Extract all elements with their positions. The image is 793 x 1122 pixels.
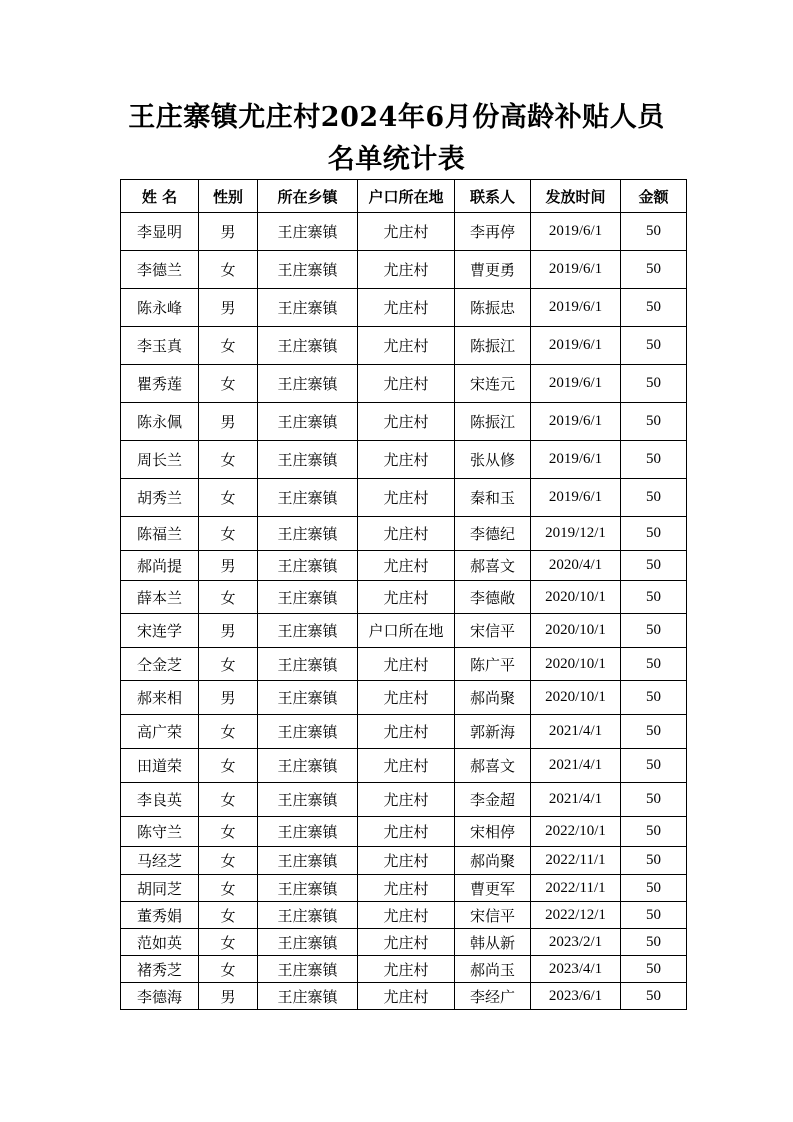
cell-town: 王庄寨镇 bbox=[258, 648, 358, 681]
cell-name: 瞿秀莲 bbox=[121, 365, 199, 403]
cell-contact: 陈振江 bbox=[455, 327, 531, 365]
cell-amount: 50 bbox=[621, 875, 687, 902]
cell-hukou: 尤庄村 bbox=[358, 213, 455, 251]
header-contact: 联系人 bbox=[455, 180, 531, 213]
cell-town: 王庄寨镇 bbox=[258, 441, 358, 479]
cell-amount: 50 bbox=[621, 749, 687, 783]
cell-date: 2020/4/1 bbox=[531, 551, 621, 581]
cell-hukou: 尤庄村 bbox=[358, 902, 455, 929]
cell-contact: 曹更勇 bbox=[455, 251, 531, 289]
cell-town: 王庄寨镇 bbox=[258, 403, 358, 441]
cell-date: 2019/6/1 bbox=[531, 327, 621, 365]
cell-hukou: 尤庄村 bbox=[358, 403, 455, 441]
cell-hukou: 尤庄村 bbox=[358, 875, 455, 902]
cell-hukou: 尤庄村 bbox=[358, 289, 455, 327]
cell-town: 王庄寨镇 bbox=[258, 902, 358, 929]
cell-contact: 宋相停 bbox=[455, 817, 531, 847]
header-town: 所在乡镇 bbox=[258, 180, 358, 213]
cell-name: 陈永峰 bbox=[121, 289, 199, 327]
cell-date: 2019/6/1 bbox=[531, 441, 621, 479]
cell-gender: 女 bbox=[199, 327, 258, 365]
cell-hukou: 尤庄村 bbox=[358, 517, 455, 551]
cell-town: 王庄寨镇 bbox=[258, 817, 358, 847]
cell-name: 仝金芝 bbox=[121, 648, 199, 681]
cell-name: 高广荣 bbox=[121, 715, 199, 749]
cell-name: 胡同芝 bbox=[121, 875, 199, 902]
cell-town: 王庄寨镇 bbox=[258, 551, 358, 581]
cell-gender: 男 bbox=[199, 289, 258, 327]
cell-name: 郝尚提 bbox=[121, 551, 199, 581]
cell-name: 李德兰 bbox=[121, 251, 199, 289]
cell-contact: 陈振江 bbox=[455, 403, 531, 441]
cell-date: 2019/6/1 bbox=[531, 403, 621, 441]
cell-name: 薛本兰 bbox=[121, 581, 199, 614]
cell-gender: 女 bbox=[199, 902, 258, 929]
cell-date: 2022/11/1 bbox=[531, 875, 621, 902]
cell-amount: 50 bbox=[621, 614, 687, 648]
cell-date: 2020/10/1 bbox=[531, 681, 621, 715]
table-row bbox=[121, 902, 687, 929]
cell-gender: 女 bbox=[199, 783, 258, 817]
cell-date: 2019/6/1 bbox=[531, 213, 621, 251]
cell-contact: 郝尚玉 bbox=[455, 956, 531, 983]
cell-hukou: 尤庄村 bbox=[358, 648, 455, 681]
cell-date: 2021/4/1 bbox=[531, 749, 621, 783]
table-row bbox=[121, 715, 687, 749]
page-subtitle: 名单统计表 bbox=[327, 144, 466, 175]
cell-date: 2020/10/1 bbox=[531, 581, 621, 614]
cell-hukou: 尤庄村 bbox=[358, 929, 455, 956]
cell-name: 田道荣 bbox=[121, 749, 199, 783]
cell-hukou: 尤庄村 bbox=[358, 817, 455, 847]
cell-hukou: 户口所在地 bbox=[358, 614, 455, 648]
cell-gender: 女 bbox=[199, 847, 258, 875]
table-row bbox=[121, 614, 687, 648]
table-row bbox=[121, 956, 687, 983]
cell-name: 郝来相 bbox=[121, 681, 199, 715]
cell-name: 范如英 bbox=[121, 929, 199, 956]
cell-amount: 50 bbox=[621, 681, 687, 715]
table-row bbox=[121, 289, 687, 327]
cell-amount: 50 bbox=[621, 956, 687, 983]
cell-gender: 女 bbox=[199, 648, 258, 681]
cell-hukou: 尤庄村 bbox=[358, 365, 455, 403]
cell-amount: 50 bbox=[621, 983, 687, 1010]
cell-hukou: 尤庄村 bbox=[358, 983, 455, 1010]
cell-hukou: 尤庄村 bbox=[358, 749, 455, 783]
cell-contact: 郝喜文 bbox=[455, 551, 531, 581]
cell-date: 2023/6/1 bbox=[531, 983, 621, 1010]
cell-hukou: 尤庄村 bbox=[358, 551, 455, 581]
cell-date: 2019/6/1 bbox=[531, 365, 621, 403]
table-row bbox=[121, 479, 687, 517]
cell-name: 马经芝 bbox=[121, 847, 199, 875]
cell-date: 2022/11/1 bbox=[531, 847, 621, 875]
table-row bbox=[121, 929, 687, 956]
table-row bbox=[121, 681, 687, 715]
cell-gender: 女 bbox=[199, 875, 258, 902]
cell-name: 董秀娟 bbox=[121, 902, 199, 929]
cell-contact: 韩从新 bbox=[455, 929, 531, 956]
cell-name: 李显明 bbox=[121, 213, 199, 251]
cell-hukou: 尤庄村 bbox=[358, 715, 455, 749]
header-date: 发放时间 bbox=[531, 180, 621, 213]
cell-name: 李玉真 bbox=[121, 327, 199, 365]
cell-contact: 李德纪 bbox=[455, 517, 531, 551]
cell-amount: 50 bbox=[621, 327, 687, 365]
cell-town: 王庄寨镇 bbox=[258, 614, 358, 648]
cell-contact: 宋连元 bbox=[455, 365, 531, 403]
cell-town: 王庄寨镇 bbox=[258, 956, 358, 983]
cell-contact: 郝尚聚 bbox=[455, 681, 531, 715]
cell-date: 2019/6/1 bbox=[531, 479, 621, 517]
cell-gender: 女 bbox=[199, 441, 258, 479]
cell-name: 褚秀芝 bbox=[121, 956, 199, 983]
table-row bbox=[121, 648, 687, 681]
cell-gender: 男 bbox=[199, 213, 258, 251]
table-row bbox=[121, 403, 687, 441]
cell-hukou: 尤庄村 bbox=[358, 327, 455, 365]
table-row bbox=[121, 365, 687, 403]
cell-contact: 李再停 bbox=[455, 213, 531, 251]
cell-gender: 男 bbox=[199, 681, 258, 715]
cell-gender: 男 bbox=[199, 403, 258, 441]
cell-amount: 50 bbox=[621, 479, 687, 517]
table-row bbox=[121, 875, 687, 902]
cell-town: 王庄寨镇 bbox=[258, 581, 358, 614]
cell-contact: 宋信平 bbox=[455, 902, 531, 929]
cell-date: 2022/10/1 bbox=[531, 817, 621, 847]
cell-contact: 秦和玉 bbox=[455, 479, 531, 517]
cell-contact: 李德敞 bbox=[455, 581, 531, 614]
cell-town: 王庄寨镇 bbox=[258, 715, 358, 749]
cell-gender: 女 bbox=[199, 365, 258, 403]
cell-hukou: 尤庄村 bbox=[358, 479, 455, 517]
cell-town: 王庄寨镇 bbox=[258, 929, 358, 956]
table-row bbox=[121, 251, 687, 289]
table-row bbox=[121, 517, 687, 551]
cell-gender: 女 bbox=[199, 479, 258, 517]
cell-town: 王庄寨镇 bbox=[258, 289, 358, 327]
cell-gender: 女 bbox=[199, 817, 258, 847]
cell-amount: 50 bbox=[621, 783, 687, 817]
header-hukou: 户口所在地 bbox=[358, 180, 455, 213]
cell-gender: 女 bbox=[199, 715, 258, 749]
cell-contact: 陈广平 bbox=[455, 648, 531, 681]
cell-contact: 陈振忠 bbox=[455, 289, 531, 327]
cell-amount: 50 bbox=[621, 289, 687, 327]
table-row bbox=[121, 213, 687, 251]
cell-town: 王庄寨镇 bbox=[258, 517, 358, 551]
cell-date: 2019/6/1 bbox=[531, 251, 621, 289]
cell-amount: 50 bbox=[621, 648, 687, 681]
cell-gender: 女 bbox=[199, 929, 258, 956]
cell-amount: 50 bbox=[621, 902, 687, 929]
cell-gender: 女 bbox=[199, 956, 258, 983]
table-row bbox=[121, 441, 687, 479]
cell-town: 王庄寨镇 bbox=[258, 479, 358, 517]
cell-town: 王庄寨镇 bbox=[258, 365, 358, 403]
cell-town: 王庄寨镇 bbox=[258, 983, 358, 1010]
cell-town: 王庄寨镇 bbox=[258, 681, 358, 715]
table-row bbox=[121, 847, 687, 875]
cell-name: 陈守兰 bbox=[121, 817, 199, 847]
table-body bbox=[121, 213, 687, 1010]
cell-contact: 郭新海 bbox=[455, 715, 531, 749]
table-row bbox=[121, 327, 687, 365]
cell-gender: 女 bbox=[199, 749, 258, 783]
cell-gender: 女 bbox=[199, 517, 258, 551]
cell-town: 王庄寨镇 bbox=[258, 875, 358, 902]
cell-gender: 男 bbox=[199, 983, 258, 1010]
cell-name: 陈永佩 bbox=[121, 403, 199, 441]
cell-town: 王庄寨镇 bbox=[258, 847, 358, 875]
table-row bbox=[121, 783, 687, 817]
cell-contact: 张从修 bbox=[455, 441, 531, 479]
cell-date: 2023/2/1 bbox=[531, 929, 621, 956]
cell-name: 胡秀兰 bbox=[121, 479, 199, 517]
cell-hukou: 尤庄村 bbox=[358, 956, 455, 983]
cell-date: 2021/4/1 bbox=[531, 715, 621, 749]
table-row bbox=[121, 749, 687, 783]
cell-amount: 50 bbox=[621, 213, 687, 251]
cell-amount: 50 bbox=[621, 817, 687, 847]
table-row bbox=[121, 551, 687, 581]
cell-amount: 50 bbox=[621, 847, 687, 875]
cell-gender: 女 bbox=[199, 251, 258, 289]
cell-town: 王庄寨镇 bbox=[258, 213, 358, 251]
cell-amount: 50 bbox=[621, 581, 687, 614]
header-amount: 金额 bbox=[621, 180, 687, 213]
cell-amount: 50 bbox=[621, 517, 687, 551]
cell-hukou: 尤庄村 bbox=[358, 251, 455, 289]
header-name: 姓 名 bbox=[121, 180, 199, 213]
cell-town: 王庄寨镇 bbox=[258, 783, 358, 817]
cell-date: 2023/4/1 bbox=[531, 956, 621, 983]
cell-name: 李良英 bbox=[121, 783, 199, 817]
cell-contact: 李金超 bbox=[455, 783, 531, 817]
cell-date: 2022/12/1 bbox=[531, 902, 621, 929]
cell-hukou: 尤庄村 bbox=[358, 847, 455, 875]
cell-date: 2019/6/1 bbox=[531, 289, 621, 327]
subsidy-table bbox=[120, 179, 687, 1010]
header-gender: 性别 bbox=[199, 180, 258, 213]
cell-amount: 50 bbox=[621, 403, 687, 441]
cell-name: 李德海 bbox=[121, 983, 199, 1010]
table-row bbox=[121, 817, 687, 847]
cell-gender: 男 bbox=[199, 614, 258, 648]
page-title: 王庄寨镇尤庄村2024年6月份高龄补贴人员 bbox=[128, 102, 665, 133]
cell-name: 宋连学 bbox=[121, 614, 199, 648]
cell-amount: 50 bbox=[621, 551, 687, 581]
cell-hukou: 尤庄村 bbox=[358, 581, 455, 614]
cell-amount: 50 bbox=[621, 929, 687, 956]
cell-hukou: 尤庄村 bbox=[358, 783, 455, 817]
cell-town: 王庄寨镇 bbox=[258, 327, 358, 365]
cell-gender: 男 bbox=[199, 551, 258, 581]
cell-amount: 50 bbox=[621, 365, 687, 403]
cell-amount: 50 bbox=[621, 251, 687, 289]
cell-contact: 郝喜文 bbox=[455, 749, 531, 783]
cell-date: 2020/10/1 bbox=[531, 648, 621, 681]
cell-amount: 50 bbox=[621, 441, 687, 479]
cell-hukou: 尤庄村 bbox=[358, 681, 455, 715]
cell-contact: 郝尚聚 bbox=[455, 847, 531, 875]
table-row bbox=[121, 983, 687, 1010]
cell-name: 周长兰 bbox=[121, 441, 199, 479]
cell-contact: 宋信平 bbox=[455, 614, 531, 648]
cell-amount: 50 bbox=[621, 715, 687, 749]
table-row bbox=[121, 581, 687, 614]
cell-town: 王庄寨镇 bbox=[258, 749, 358, 783]
cell-date: 2021/4/1 bbox=[531, 783, 621, 817]
cell-town: 王庄寨镇 bbox=[258, 251, 358, 289]
cell-hukou: 尤庄村 bbox=[358, 441, 455, 479]
table-header-row bbox=[121, 180, 687, 213]
cell-name: 陈福兰 bbox=[121, 517, 199, 551]
cell-contact: 曹更军 bbox=[455, 875, 531, 902]
cell-contact: 李经广 bbox=[455, 983, 531, 1010]
cell-gender: 女 bbox=[199, 581, 258, 614]
cell-date: 2019/12/1 bbox=[531, 517, 621, 551]
cell-date: 2020/10/1 bbox=[531, 614, 621, 648]
